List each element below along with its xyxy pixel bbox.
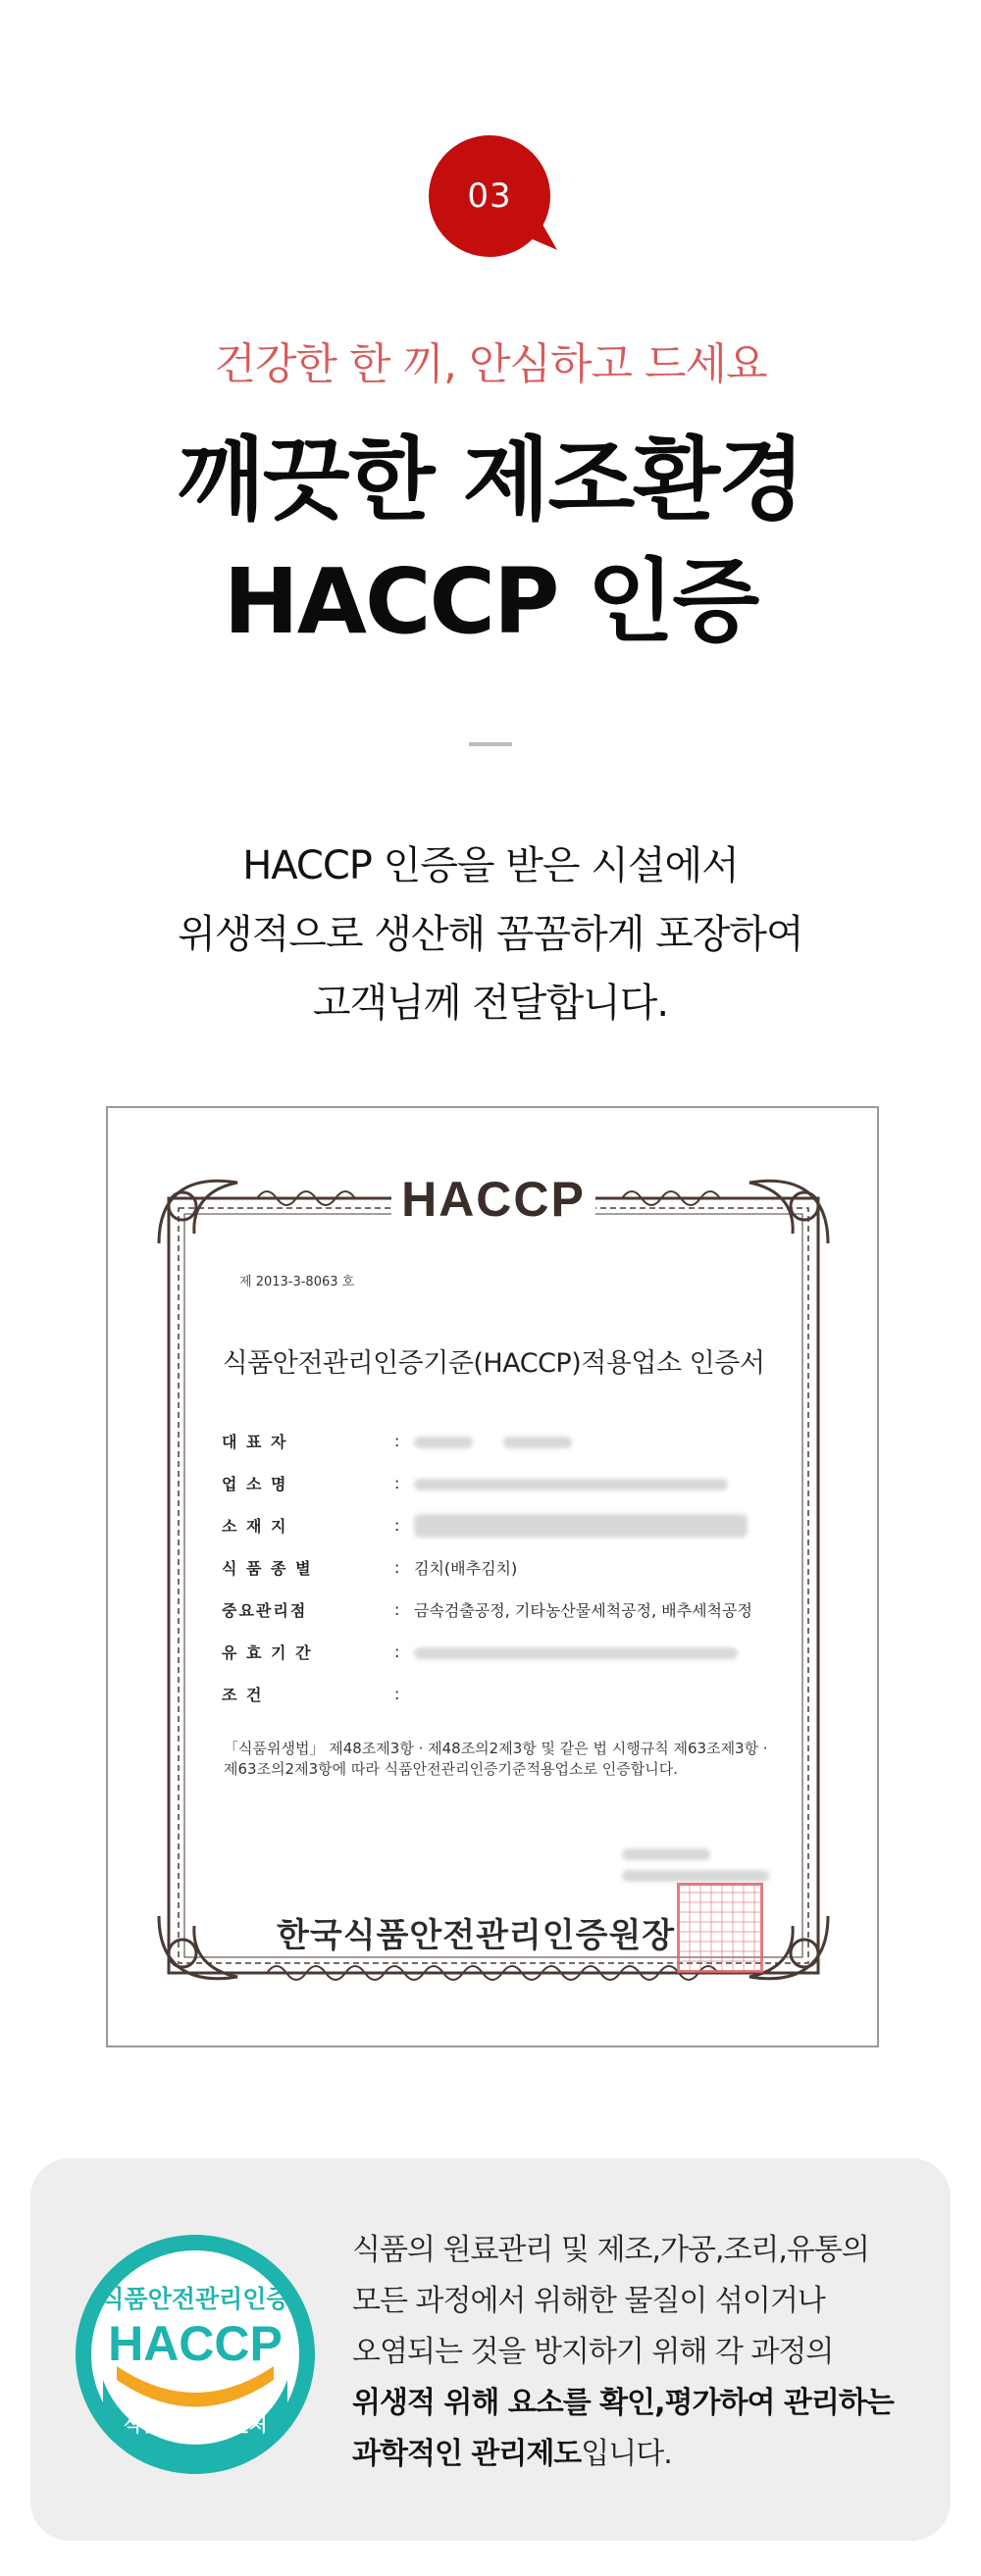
field-label: 조 건 xyxy=(222,1686,264,1704)
field-value-redacted xyxy=(414,1432,572,1450)
field-label: 중요관리점 xyxy=(222,1601,308,1620)
mark-bottom-text: 식품의약품안전처 xyxy=(123,2414,268,2436)
info-line-1: 식품의 원료관리 및 제조,가공,조리,유통의 xyxy=(352,2233,869,2267)
info-line-2: 모든 과정에서 위해한 물질이 섞이거나 xyxy=(352,2284,825,2318)
certificate-field-row: 업 소 명 : xyxy=(222,1462,752,1504)
section-subtitle: 건강한 한 끼, 안심하고 드세요 xyxy=(214,339,767,389)
field-value-redacted xyxy=(414,1474,728,1492)
certificate-heading: 식품안전관리인증기준(HACCP)적용업소 인증서 xyxy=(222,1348,765,1379)
description-line-3: 고객님께 전달합니다. xyxy=(312,981,669,1026)
certificate-field-row: 조 건 : xyxy=(222,1685,400,1704)
certificate-body xyxy=(149,1155,838,2004)
field-label: 대 표 자 xyxy=(222,1433,288,1451)
field-value: 김치(배추김치) xyxy=(414,1559,518,1578)
haccp-info-text xyxy=(352,2225,931,2480)
certificate-haccp-logo: HACCP xyxy=(149,1171,838,1228)
certificate-field-row: 대 표 자 : xyxy=(222,1420,752,1462)
step-number: 03 xyxy=(467,177,512,216)
description-line-1: HACCP 인증을 받은 시설에서 xyxy=(242,843,739,888)
info-line-3: 오염되는 것을 방지하기 위해 각 과정의 xyxy=(352,2335,834,2369)
title-line-2: HACCP 인증 xyxy=(223,549,758,654)
haccp-certification-mark xyxy=(74,2233,317,2476)
field-value-redacted xyxy=(414,1514,748,1538)
field-label: 유 효 기 간 xyxy=(222,1643,313,1662)
mark-logo-text: HACCP xyxy=(108,2316,283,2371)
certificate-issuer: 한국식품안전관리인증원장 xyxy=(277,1916,676,1955)
certificate-field-row: 소 재 지 : xyxy=(222,1504,752,1546)
certificate-legal-text: 「식품위생법」 제48조제3항 · 제48조의2제3항 및 같은 법 시행규칙 제63조제3항 · 제63조의2제3항에 따라 식품안전관리인증기준적용업소로 인증합니다. xyxy=(224,1740,768,1778)
field-value-redacted xyxy=(414,1642,738,1661)
certificate-date-redacted xyxy=(622,1844,769,1882)
section-title xyxy=(0,420,981,663)
info-line-4-bold: 위생적 위해 요소를 확인,평가하여 관리하는 xyxy=(352,2386,894,2420)
haccp-info-box xyxy=(30,2158,951,2541)
certificate-fields xyxy=(222,1420,752,1715)
official-seal xyxy=(677,1883,763,1973)
field-label: 식 품 종 별 xyxy=(222,1559,313,1578)
certificate-field-row: 중요관리점 : 금속검출공정, 기타농산물세척공정, 배추세척공정 xyxy=(222,1600,752,1620)
field-label: 업 소 명 xyxy=(222,1475,288,1493)
certificate-field-row: 식 품 종 별 : 김치(배추김치) xyxy=(222,1558,518,1578)
field-label: 소 재 지 xyxy=(222,1517,288,1536)
certificate-image xyxy=(106,1106,879,2047)
description-line-2: 위생적으로 생산해 꼼꼼하게 포장하여 xyxy=(178,912,803,957)
divider xyxy=(469,742,512,746)
certificate-number: 제 2013-3-8063 호 xyxy=(239,1275,355,1289)
field-value: 금속검출공정, 기타농산물세척공정, 배추세척공정 xyxy=(414,1601,752,1620)
title-line-1: 깨끗한 제조환경 xyxy=(177,428,804,532)
info-line-5-bold: 과학적인 관리제도 xyxy=(352,2437,582,2471)
section-description xyxy=(0,832,981,1037)
info-line-5-rest: 입니다. xyxy=(581,2437,672,2471)
certificate-field-row: 유 효 기 간 : xyxy=(222,1631,752,1673)
mark-top-text: 식품안전관리인증 xyxy=(100,2285,290,2313)
